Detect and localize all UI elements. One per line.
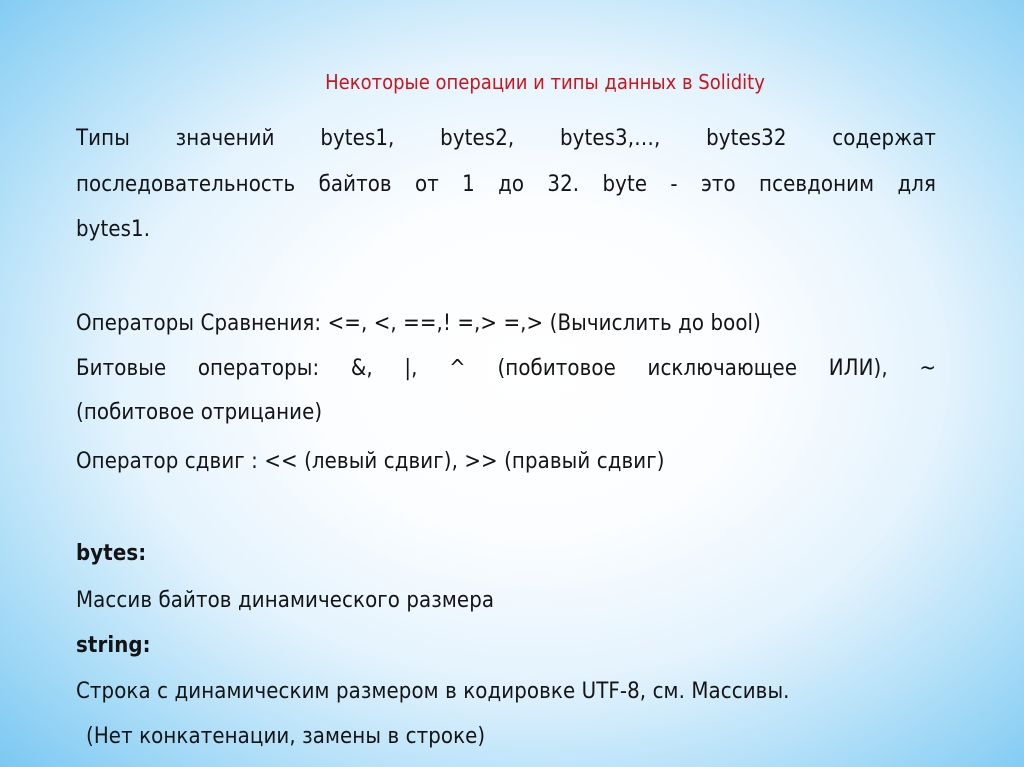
bytes-description: Массив байтов динамического размера	[76, 588, 495, 613]
string-description: Строка с динамическим размером в кодировке UTF-8, см. Массивы.	[76, 679, 790, 704]
bytes-types-line-3: bytes1.	[76, 217, 151, 242]
bytes-heading: bytes:	[76, 541, 147, 566]
bitwise-operators-line-1: Битовые операторы: &, |, ^ (побитовое исключающее ИЛИ), ~	[76, 356, 936, 381]
slide-title: Некоторые операции и типы данных в Solidity	[325, 70, 765, 94]
bytes-types-line-2: последовательность байтов от 1 до 32. byte - это псевдоним для	[76, 172, 936, 197]
bitwise-operators-line-2: (побитовое отрицание)	[76, 400, 323, 425]
shift-operator-line: Оператор сдвиг : << (левый сдвиг), >> (правый сдвиг)	[76, 449, 665, 474]
string-note: (Нет конкатенации, замены в строке)	[86, 724, 486, 749]
string-heading: string:	[76, 633, 151, 658]
comparison-operators-line: Операторы Сравнения: <=, <, ==,! =,> =,> (Вычислить до bool)	[76, 311, 761, 336]
bytes-types-line-1: Типы значений bytes1, bytes2, bytes3,…, bytes32 содержат	[76, 126, 936, 151]
